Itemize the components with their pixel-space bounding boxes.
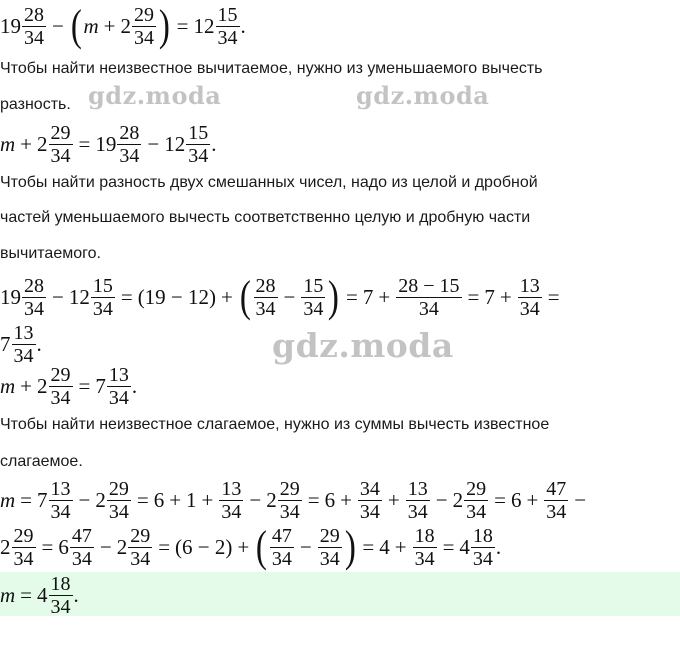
paren-group: ( $\frac{47}{34}$ − $\frac{29}{34}$ ) xyxy=(256,522,356,571)
fraction xyxy=(270,526,294,569)
fraction xyxy=(132,5,156,48)
denominator: 34 xyxy=(50,595,71,618)
denominator: 34 xyxy=(188,144,209,167)
numerator: 29 xyxy=(279,477,300,500)
mixed-number xyxy=(121,5,158,48)
mixed-number xyxy=(164,123,211,166)
fraction xyxy=(107,365,131,408)
operator: − xyxy=(99,534,112,559)
operator: + xyxy=(499,284,512,309)
fraction xyxy=(186,123,210,166)
equals: = xyxy=(467,284,480,309)
operator: + xyxy=(20,373,33,398)
denominator: 34 xyxy=(359,500,380,523)
number: 6 xyxy=(324,487,336,512)
denominator: 34 xyxy=(255,297,276,320)
mixed-number xyxy=(37,365,74,408)
whole: 12 xyxy=(193,13,215,38)
operator: + xyxy=(394,534,407,559)
denominator: 34 xyxy=(13,344,34,367)
number: 7 xyxy=(484,284,495,309)
number: 6 xyxy=(510,487,522,512)
whole: 19 xyxy=(0,284,21,309)
mixed-number xyxy=(0,5,47,48)
operator: + xyxy=(103,13,116,38)
fraction xyxy=(49,574,73,617)
variable: m xyxy=(0,373,16,398)
whole: 2 xyxy=(266,487,277,512)
fraction xyxy=(406,479,430,522)
denominator: 34 xyxy=(319,547,340,570)
numerator: 29 xyxy=(134,3,155,26)
fraction xyxy=(128,526,152,569)
mixed-number xyxy=(37,479,74,522)
whole: 2 xyxy=(452,487,464,512)
numerator: 18 xyxy=(472,524,493,547)
whole: 4 xyxy=(37,582,48,607)
equals: = xyxy=(136,487,149,512)
equation-4 xyxy=(0,362,680,410)
rule-2-line-2: частей уменьшаемого вычесть соответственно целую и дробную части xyxy=(0,209,531,226)
mixed-number xyxy=(37,574,74,617)
numerator: 47 xyxy=(546,477,567,500)
equals: = xyxy=(41,534,54,559)
whole: 7 xyxy=(0,331,11,356)
numerator: 47 xyxy=(271,524,292,547)
mixed-number xyxy=(459,526,496,569)
operator: + xyxy=(169,487,182,512)
equals: = xyxy=(20,582,33,607)
operator: − xyxy=(283,284,296,309)
numerator: 28 xyxy=(24,274,44,297)
equals: = xyxy=(346,284,358,309)
numerator: 28 − 15 xyxy=(398,274,460,297)
variable: m xyxy=(0,131,16,156)
mixed-number xyxy=(69,276,116,319)
fraction xyxy=(254,276,278,319)
operator: + xyxy=(201,487,214,512)
denominator: 34 xyxy=(221,500,242,523)
denominator: 34 xyxy=(71,547,92,570)
denominator: 34 xyxy=(271,547,292,570)
paren-group: ( m + 2 $\frac{29}{34}$ ) xyxy=(70,1,170,50)
denominator: 34 xyxy=(108,500,129,523)
operator: + xyxy=(20,131,33,156)
denominator: 34 xyxy=(546,500,567,523)
denominator: 34 xyxy=(24,297,44,320)
number: 4 xyxy=(379,534,390,559)
period: . xyxy=(131,373,138,398)
fraction xyxy=(396,276,461,319)
fraction xyxy=(22,5,46,48)
fraction xyxy=(471,526,495,569)
operator: − xyxy=(147,131,160,156)
equals: = xyxy=(120,284,133,309)
whole: 12 xyxy=(68,284,90,309)
numerator: 29 xyxy=(108,477,129,500)
numerator: 18 xyxy=(414,524,435,547)
equals: = xyxy=(176,13,189,38)
equation-1 xyxy=(0,2,680,50)
denominator: 34 xyxy=(108,386,129,409)
whole: 7 xyxy=(37,487,48,512)
fraction xyxy=(216,5,240,48)
operator: − xyxy=(299,534,312,559)
numerator: 15 xyxy=(188,121,209,144)
mixed-number xyxy=(0,276,47,319)
equation-3 xyxy=(0,272,680,322)
whole: 2 xyxy=(37,373,48,398)
denominator: 34 xyxy=(50,500,71,523)
numerator: 13 xyxy=(407,477,428,500)
variable: m xyxy=(0,582,16,607)
operator: − xyxy=(435,487,448,512)
number: 7 xyxy=(362,284,374,309)
rule-2-line-1: Чтобы найти разность двух смешанных чисел, надо из целой и дробной xyxy=(0,174,538,191)
mixed-number xyxy=(0,526,37,569)
denominator: 34 xyxy=(50,144,71,167)
operator: + xyxy=(221,284,233,309)
equals: = xyxy=(442,534,455,559)
watermark-3: gdz.moda xyxy=(272,326,454,365)
fraction xyxy=(49,479,73,522)
rule-1-line-2: разность. xyxy=(0,96,71,113)
numerator: 47 xyxy=(71,524,92,547)
operator: − xyxy=(78,487,91,512)
numerator: 29 xyxy=(13,524,34,547)
equals: = xyxy=(494,487,506,512)
number: 6 xyxy=(153,487,165,512)
watermark-1: gdz.moda xyxy=(88,81,222,110)
numerator: 34 xyxy=(359,477,380,500)
mixed-number xyxy=(58,526,95,569)
mixed-number xyxy=(453,479,490,522)
variable: m xyxy=(0,487,16,512)
fraction xyxy=(318,526,342,569)
denominator: 34 xyxy=(130,547,151,570)
rule-2-line-3: вычитаемого. xyxy=(0,245,101,262)
fraction xyxy=(22,276,46,319)
fraction xyxy=(12,323,36,366)
watermark-2: gdz.moda xyxy=(356,81,490,110)
group: (6 − 2) xyxy=(175,534,233,559)
fraction xyxy=(544,479,568,522)
rule-1-line-1: Чтобы найти неизвестное вычитаемое, нужно из уменьшаемого вычесть xyxy=(0,60,543,77)
operator: + xyxy=(526,487,539,512)
operator: − xyxy=(249,487,262,512)
numerator: 29 xyxy=(130,524,151,547)
numerator: 18 xyxy=(50,572,71,595)
whole: 4 xyxy=(459,534,470,559)
equation-5 xyxy=(0,476,680,524)
period: . xyxy=(36,331,42,356)
whole: 2 xyxy=(95,487,106,512)
equals: = xyxy=(78,131,91,156)
numerator: 13 xyxy=(50,477,71,500)
numerator: 13 xyxy=(108,363,129,386)
paren-group: ( $\frac{28}{34}$ − $\frac{15}{34}$ ) xyxy=(239,272,340,321)
operator: + xyxy=(340,487,352,512)
mixed-number xyxy=(95,365,132,408)
numerator: 13 xyxy=(13,321,34,344)
period: . xyxy=(73,582,79,607)
operator: − xyxy=(52,13,64,38)
numerator: 13 xyxy=(519,274,540,297)
denominator: 34 xyxy=(134,26,155,49)
denominator: 34 xyxy=(519,297,540,320)
period: . xyxy=(211,131,217,156)
rule-3-line-1: Чтобы найти неизвестное слагаемое, нужно из суммы вычесть известное xyxy=(0,416,550,433)
period: . xyxy=(495,534,502,559)
period: . xyxy=(240,13,246,38)
numerator: 15 xyxy=(92,274,113,297)
mixed-number xyxy=(194,5,241,48)
denominator: 34 xyxy=(418,297,439,320)
fraction xyxy=(70,526,94,569)
denominator: 34 xyxy=(50,386,71,409)
fraction xyxy=(301,276,325,319)
denominator: 34 xyxy=(119,144,140,167)
equals: = xyxy=(158,534,171,559)
equation-5-continued xyxy=(0,522,680,572)
equals: = xyxy=(20,487,33,512)
operator: + xyxy=(237,534,250,559)
mixed-number xyxy=(37,123,74,166)
mixed-number xyxy=(95,123,142,166)
operator: + xyxy=(378,284,391,309)
whole: 2 xyxy=(0,534,11,559)
whole: 6 xyxy=(58,534,69,559)
denominator: 34 xyxy=(92,297,113,320)
equation-2 xyxy=(0,120,680,168)
operator: − xyxy=(574,487,587,512)
equals: = xyxy=(547,284,560,309)
whole: 2 xyxy=(116,534,128,559)
whole: 2 xyxy=(120,13,132,38)
numerator: 15 xyxy=(303,274,324,297)
fraction xyxy=(358,479,382,522)
fraction xyxy=(49,365,73,408)
number: 1 xyxy=(186,487,197,512)
whole: 7 xyxy=(95,373,106,398)
whole: 19 xyxy=(95,131,117,156)
whole: 19 xyxy=(0,13,21,38)
numerator: 13 xyxy=(221,477,242,500)
numerator: 29 xyxy=(319,524,340,547)
denominator: 34 xyxy=(303,297,324,320)
variable: m xyxy=(83,13,99,38)
mixed-number xyxy=(0,323,37,366)
fraction xyxy=(117,123,141,166)
denominator: 34 xyxy=(472,547,493,570)
mixed-number xyxy=(266,479,303,522)
operator: + xyxy=(387,487,400,512)
numerator: 28 xyxy=(24,3,44,26)
fraction xyxy=(49,123,73,166)
equals: = xyxy=(307,487,320,512)
whole: 12 xyxy=(164,131,186,156)
operator: − xyxy=(52,284,64,309)
denominator: 34 xyxy=(407,500,428,523)
denominator: 34 xyxy=(24,26,44,49)
fraction xyxy=(413,526,437,569)
denominator: 34 xyxy=(217,26,238,49)
equals: = xyxy=(362,534,375,559)
numerator: 29 xyxy=(50,363,71,386)
fraction xyxy=(278,479,302,522)
numerator: 28 xyxy=(119,121,140,144)
mixed-number xyxy=(117,526,154,569)
denominator: 34 xyxy=(13,547,34,570)
fraction xyxy=(91,276,115,319)
denominator: 34 xyxy=(279,500,300,523)
denominator: 34 xyxy=(466,500,487,523)
numerator: 29 xyxy=(466,477,487,500)
fraction xyxy=(518,276,542,319)
whole: 2 xyxy=(37,131,48,156)
mixed-number xyxy=(95,479,132,522)
group: (19 − 12) xyxy=(137,284,217,309)
numerator: 29 xyxy=(50,121,71,144)
fraction xyxy=(107,479,131,522)
fraction xyxy=(12,526,36,569)
fraction xyxy=(464,479,488,522)
numerator: 28 xyxy=(255,274,276,297)
fraction xyxy=(219,479,243,522)
numerator: 15 xyxy=(217,3,238,26)
rule-3-line-2: слагаемое. xyxy=(0,453,83,470)
denominator: 34 xyxy=(414,547,435,570)
answer-equation xyxy=(0,572,680,618)
equals: = xyxy=(78,373,91,398)
